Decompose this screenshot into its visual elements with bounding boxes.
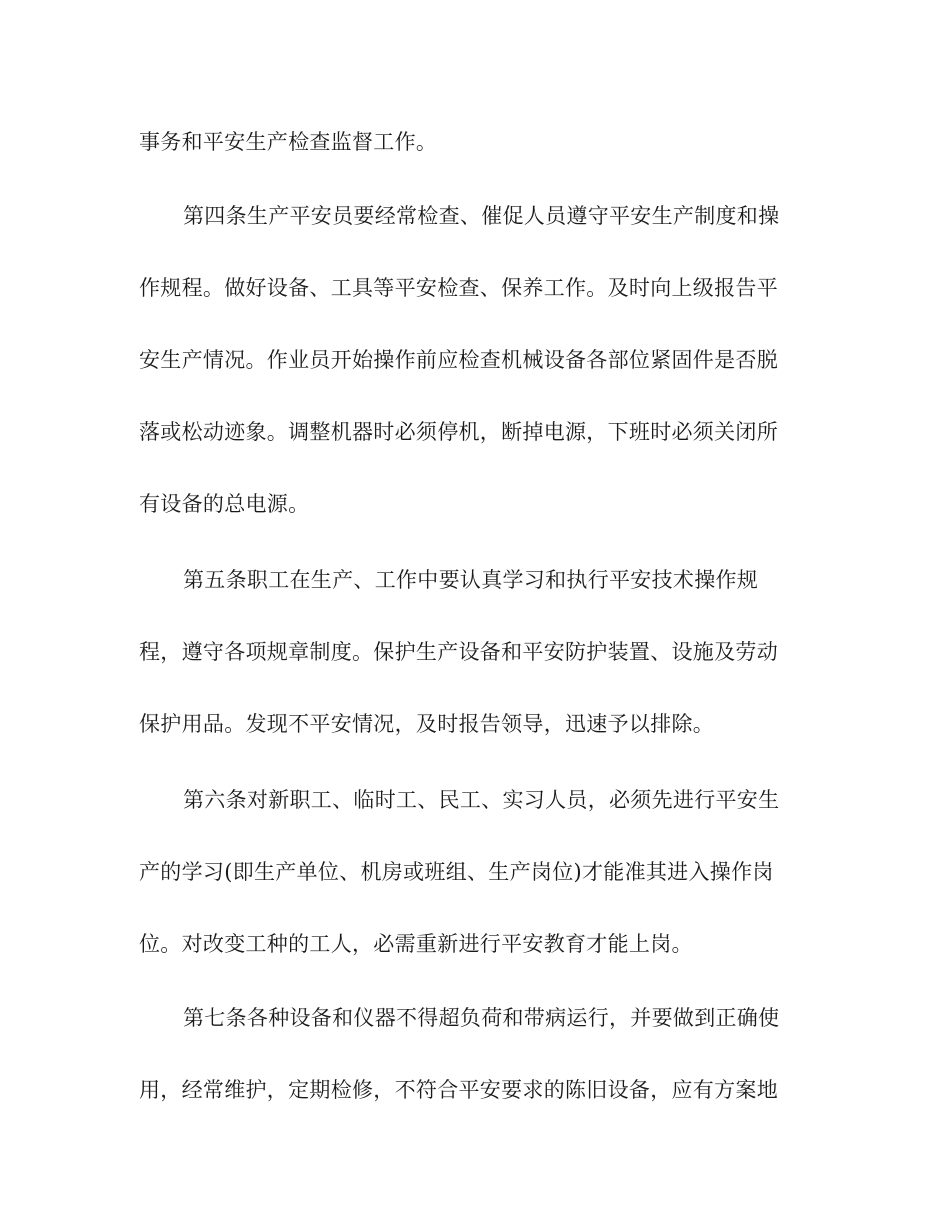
text-line: 作规程。做好设备、工具等平安检查、保养工作。及时向上级报告平 xyxy=(139,276,778,300)
text-line: 位。对改变工种的工人，必需重新进行平安教育才能上岗。 xyxy=(139,932,693,956)
text-line: 有设备的总电源。 xyxy=(139,492,310,516)
paragraph-article-5-line: 第五条职工在生产、工作中要认真学习和执行平安技术操作规 xyxy=(183,568,759,592)
paragraph-article-7-line: 第七条各种设备和仪器不得超负荷和带病运行，并要做到正确使 xyxy=(183,1006,780,1030)
text-line: 事务和平安生产检查监督工作。 xyxy=(139,130,438,154)
text-line: 程，遵守各项规章制度。保护生产设备和平安防护装置、设施及劳动 xyxy=(139,640,778,664)
text-line: 安生产情况。作业员开始操作前应检查机械设备各部位紧固件是否脱 xyxy=(139,348,778,372)
text-line: 用，经常维护，定期检修，不符合平安要求的陈旧设备，应有方案地 xyxy=(139,1078,778,1102)
text-line: 产的学习(即生产单位、机房或班组、生产岗位)才能准其进入操作岗 xyxy=(139,860,774,884)
text-line: 落或松动迹象。调整机器时必须停机，断掉电源，下班时必须关闭所 xyxy=(139,420,778,444)
paragraph-article-6-line: 第六条对新职工、临时工、民工、实习人员，必须先进行平安生 xyxy=(183,788,780,812)
text-line: 保护用品。发现不平安情况，及时报告领导，迅速予以排除。 xyxy=(139,712,715,736)
paragraph-article-4-line: 第四条生产平安员要经常检查、催促人员遵守平安生产制度和操 xyxy=(183,204,780,228)
